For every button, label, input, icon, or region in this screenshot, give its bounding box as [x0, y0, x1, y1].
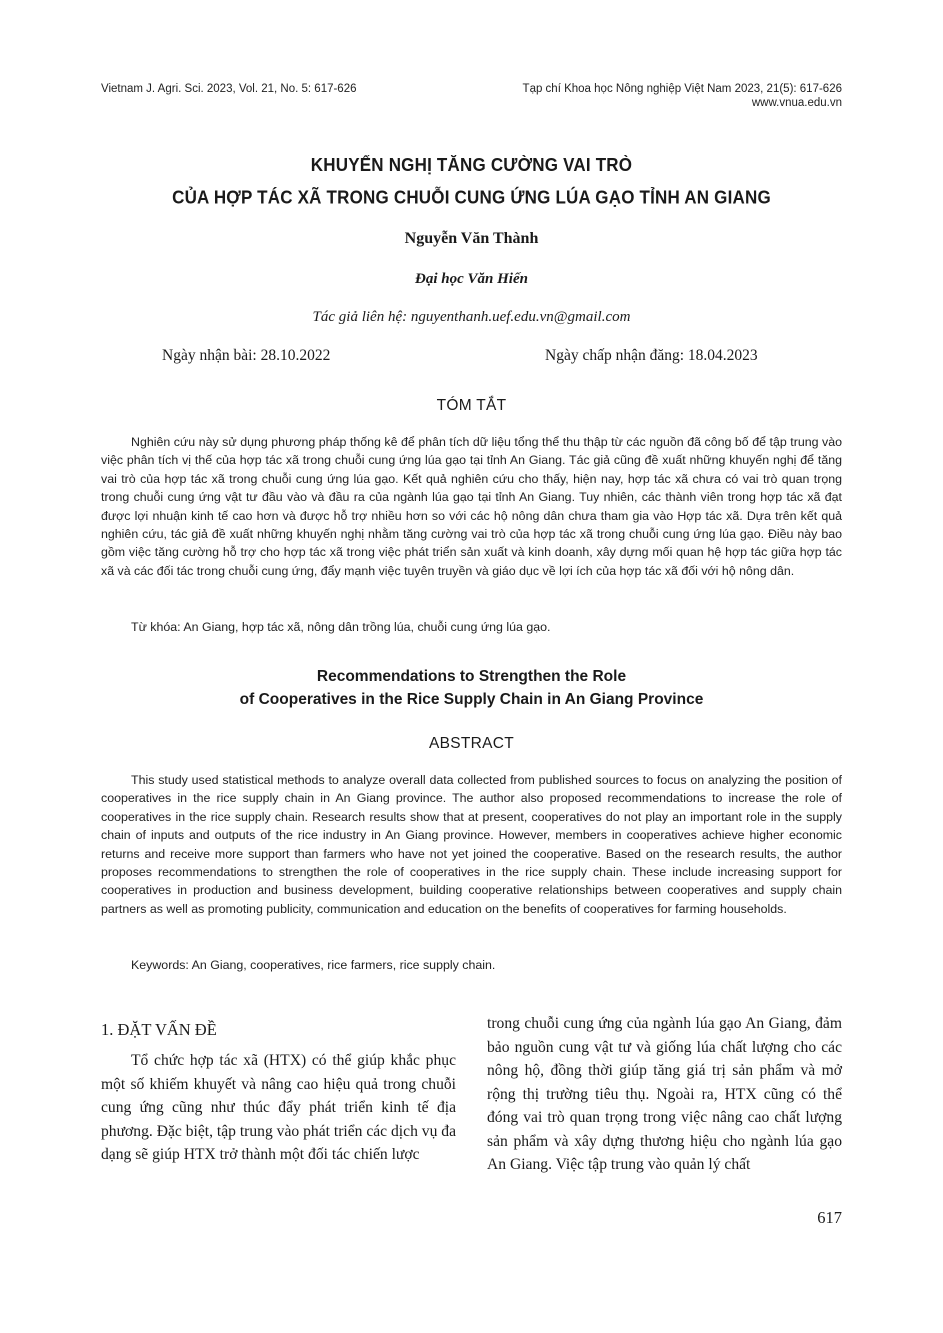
journal-website: www.vnua.edu.vn	[751, 97, 842, 109]
author-affiliation: Đại học Văn Hiến	[415, 271, 528, 287]
section-1-right-column	[487, 1012, 842, 1177]
tom-tat-keywords: Từ khóa: An Giang, hợp tác xã, nông dân trồng lúa, chuỗi cung ứng lúa gạo.	[131, 620, 551, 634]
tom-tat-heading: TÓM TẮT	[436, 397, 507, 414]
english-title-line2: of Cooperatives in the Rice Supply Chain in An Giang Province	[239, 691, 704, 708]
abstract-paragraph: This study used statistical methods to analyze overall data collected from published sources to focus on analyzing the position of cooperatives in the rice supply chain in An Giang province. The author also proposed recommendations to increase the role of cooperatives in the rice supply chain. Research results show that at present, cooperatives do not play an important role in the supply chain of inputs and outputs of the rice industry in An Giang province. However, members in cooperatives achieve higher economic returns and receive more support than farmers who have not yet joined the cooperative. Based on the research results, the author proposes recommendations to strengthen the role of cooperatives in the rice supply chain. These include increasing support for cooperatives in production and business development, building cooperative relationships between cooperatives and supply chain partners as well as promoting publicity, communication and education on the benefits of cooperatives for farming households.	[101, 773, 842, 916]
abstract-heading: ABSTRACT	[428, 735, 515, 752]
received-date: Ngày nhận bài: 28.10.2022	[162, 347, 331, 364]
vietnamese-title	[80, 150, 863, 215]
journal-citation-vi	[523, 82, 842, 110]
abstract-body	[101, 771, 842, 918]
tom-tat-body	[101, 433, 842, 580]
journal-citation-vi-line: Tạp chí Khoa học Nông nghiệp Việt Nam 2023, 21(5): 617-626	[522, 83, 842, 95]
section-1-left-column	[101, 1049, 456, 1167]
vietnamese-title-line1: KHUYẾN NGHỊ TĂNG CƯỜNG VAI TRÒ	[310, 155, 633, 176]
section-1-paragraph-continued: trong chuỗi cung ứng của ngành lúa gạo An Giang, đảm bảo nguồn cung vật tư và giống lúa chất lượng cho các nông hộ, đồng thời giúp tăng giá trị sản phẩm và mở rộng thị trường tiêu thụ. Ngoài ra, HTX cũng có thể đóng vai trò quan trọng trong việc nâng cao chất lượng sản phẩm và xây dựng thương hiệu cho ngành lúa gạo An Giang. Việc tập trung vào quản lý chất	[487, 1015, 842, 1173]
abstract-keywords: Keywords: An Giang, cooperatives, rice farmers, rice supply chain.	[131, 958, 496, 972]
author-name: Nguyễn Văn Thành	[404, 230, 539, 247]
corresponding-contact: Tác giả liên hệ: nguyenthanh.uef.edu.vn@gmail.com	[312, 309, 631, 325]
section-1-heading: 1. ĐẶT VẤN ĐỀ	[101, 1020, 217, 1039]
page-number: 617	[817, 1208, 842, 1227]
accepted-date: Ngày chấp nhận đăng: 18.04.2023	[545, 347, 758, 364]
english-title	[80, 665, 863, 711]
section-1-paragraph: Tổ chức hợp tác xã (HTX) có thể giúp khắc phục một số khiếm khuyết và nâng cao hiệu quả trong chuỗi cung ứng cũng như thúc đẩy phát triển kinh tế địa phương. Đặc biệt, tập trung vào phát triển các dịch vụ đa dạng sẽ giúp HTX trở thành một đối tác chiến lược	[101, 1052, 456, 1163]
vietnamese-title-line2: CỦA HỢP TÁC XÃ TRONG CHUỖI CUNG ỨNG LÚA GẠO TỈNH AN GIANG	[172, 187, 771, 208]
tom-tat-paragraph: Nghiên cứu này sử dụng phương pháp thống kê để phân tích dữ liệu tổng thể thu thập từ các nguồn đã công bố để tập trung vào việc phân tích vị thế của hợp tác xã trong chuỗi cung ứng lúa gạo tại tỉnh An Giang. Tác giả cũng đề xuất những khuyến nghị để tăng vai trò của hợp tác xã trong chuỗi cung ứng lúa gạo. Kết quả nghiên cứu cho thấy, hiện nay, hợp tác xã chưa có vai trò quan trọng trong chuỗi cung ứng vật tư đầu vào và đầu ra của ngành lúa gạo tại tỉnh An Giang. Tuy nhiên, các thành viên trong hợp tác xã đạt được lợi nhuận kinh tế cao hơn và được hỗ trợ nhiều hơn so với các hộ nông dân chưa tham gia vào Hợp tác xã. Dựa trên kết quả nghiên cứu, tác giả đề xuất những khuyến nghị nhằm tăng cường vai trò của hợp tác xã trong chuỗi cung ứng lúa gạo. Điều này bao gồm việc tăng cường hỗ trợ cho hợp tác xã trong việc phát triển sản xuất và kinh doanh, xây dựng mối quan hệ hợp tác giữa hợp tác xã và các đối tác trong chuỗi cung ứng, đẩy mạnh việc tuyên truyền và giáo dục về lợi ích của hợp tác xã đối với hộ nông dân.	[101, 435, 842, 578]
english-title-line1: Recommendations to Strengthen the Role	[316, 668, 627, 685]
journal-citation-en: Vietnam J. Agri. Sci. 2023, Vol. 21, No. 5: 617-626	[101, 83, 357, 95]
